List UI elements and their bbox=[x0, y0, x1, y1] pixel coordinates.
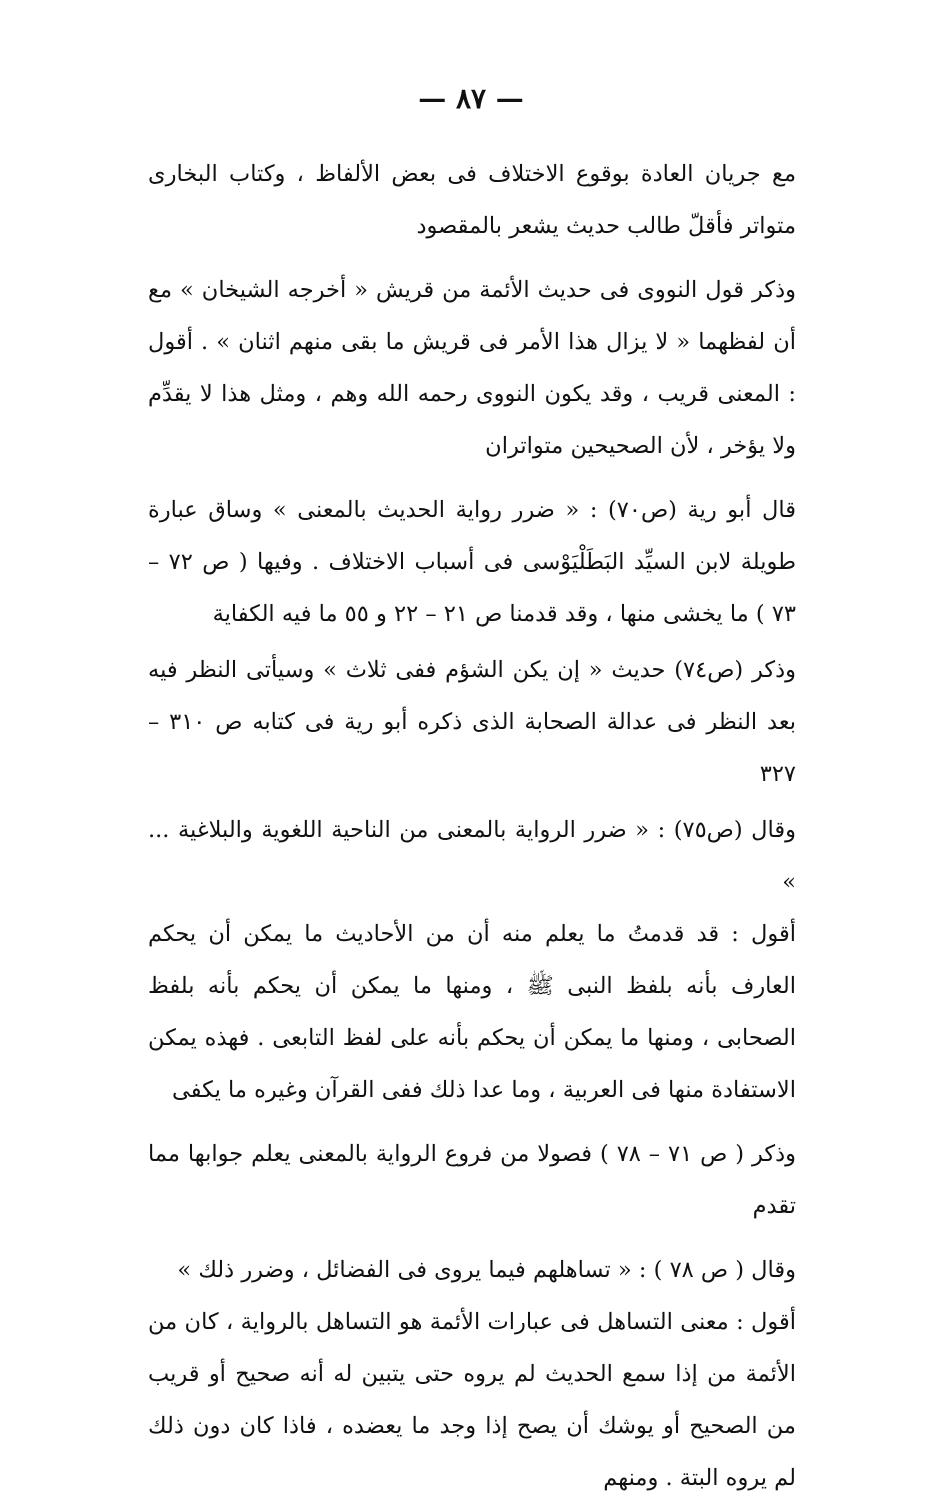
paragraph-7: وذكر ( ص ٧١ – ٧٨ ) فصولا من فروع الرواية بالمعنى يعلم جوابها مما تقدم bbox=[148, 1141, 796, 1219]
paragraph-8: وقال ( ص ٧٨ ) : « تساهلهم فيما يروى فى الفضائل ، وضرر ذلك » bbox=[177, 1257, 796, 1283]
paragraph-9: أقول : معنى التساهل فى عبارات الأئمة هو التساهل بالرواية ، كان من الأئمة من إذا سمع الحديث لم يروه حتى يتبين له أنه صحيح أو قريب من الصحيح أو يوشك أن يصح إذا وجد ما يعضده ، فاذا كان دون ذلك لم يروه البتة . ومنهم bbox=[148, 1309, 796, 1491]
paragraph-3: قال أبو رية (ص٧٠) : « ضرر رواية الحديث بالمعنى » وساق عبارة طويلة لابن السيِّد البَطَلْيَوْسى فى أسباب الاختلاف . وفيها ( ص ٧٢ – ٧٣ ) ما يخشى منها ، وقد قدمنا ص ٢١ – ٢٢ و ٥٥ ما فيه الكفاية bbox=[148, 497, 797, 627]
paragraph-1: مع جريان العادة بوقوع الاختلاف فى بعض الألفاظ ، وكتاب البخارى متواتر فأقلّ طالب حديث يشعر بالمقصود bbox=[148, 161, 796, 239]
body-text bbox=[148, 148, 796, 1504]
paragraph-2: وذكر قول النووى فى حديث الأئمة من قريش « أخرجه الشيخان » مع أن لفظهما « لا يزال هذا الأمر فى قريش ما بقى منهم اثنان » . أقول : المعنى قريب ، وقد يكون النووى رحمه الله وهم ، ومثل هذا لا يقدِّم ولا يؤخر ، لأن الصحيحين متواتران bbox=[148, 277, 796, 459]
paragraph-6: أقول : قد قدمتُ ما يعلم منه أن من الأحاديث ما يمكن أن يحكم العارف بأنه بلفظ النبى ﷺ ، ومنها ما يمكن أن يحكم بأنه بلفظ الصحابى ، ومنها ما يمكن أن يحكم بأنه على لفظ التابعى . فهذه يمكن الاستفادة منها فى العربية ، وما عدا ذلك ففى القرآن وغيره ما يكفى bbox=[148, 921, 796, 1103]
paragraph-5: وقال (ص٧٥) : « ضرر الرواية بالمعنى من الناحية اللغوية والبلاغية ... » bbox=[148, 817, 796, 895]
paragraph-4: وذكر (ص٧٤) حديث « إن يكن الشؤم ففى ثلاث » وسيأتى النظر فيه بعد النظر فى عدالة الصحابة الذى ذكره أبو رية فى كتابه ص ٣١٠ – ٣٢٧ bbox=[148, 657, 796, 787]
page-number: — ٨٧ — bbox=[418, 82, 524, 115]
